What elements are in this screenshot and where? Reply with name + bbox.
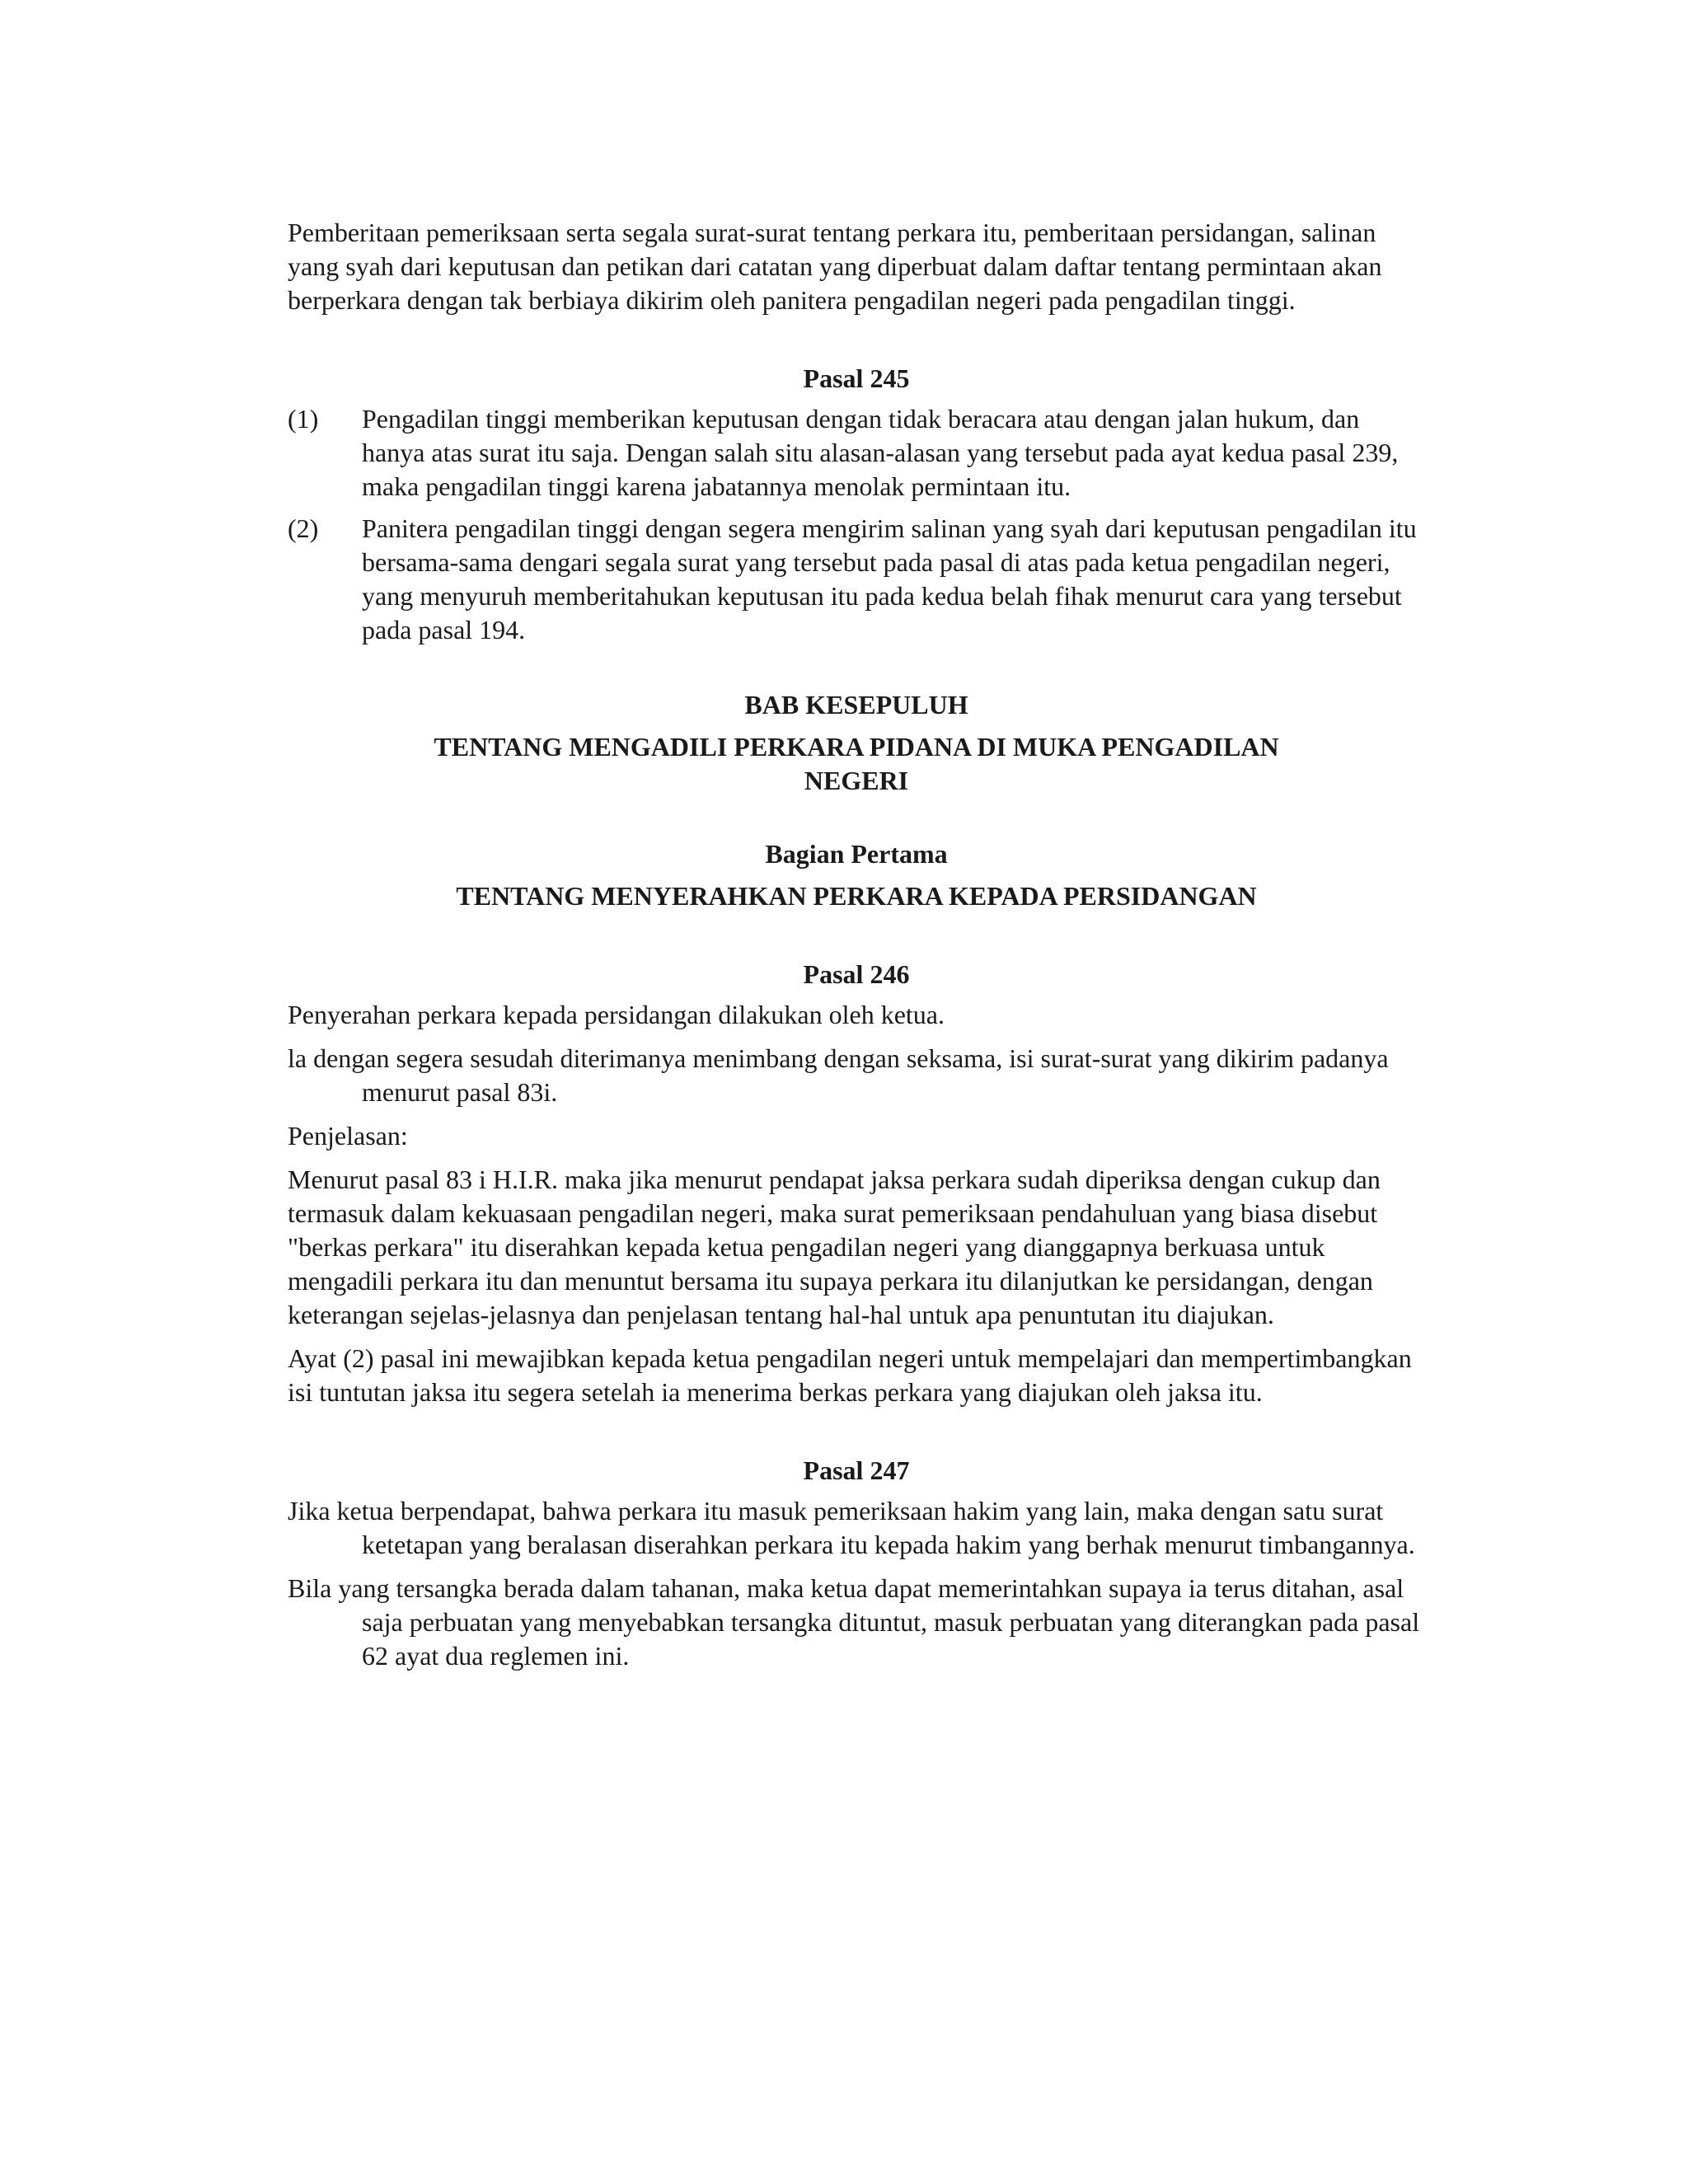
pasal-246-paragraph-1: Penyerahan perkara kepada persidangan dilakukan oleh ketua. [288,1000,945,1029]
chapter-title: BAB KESEPULUH [744,690,968,719]
item-text: Pengadilan tinggi memberikan keputusan dengan tidak beracara atau dengan jalan hukum, dan hanya atas surat itu saja. Dengan salah situ alasan-alasan yang tersebut pada ayat kedua pasal 239, maka pengadilan tinggi karena jabatannya menolak permintaan itu. [362,404,1399,501]
explanation-paragraph-1: Menurut pasal 83 i H.I.R. maka jika menurut pendapat jaksa perkara sudah diperiksa dengan cukup dan termasuk dalam kekuasaan pengadilan negeri, maka surat pemeriksaan pendahuluan yang biasa disebut "berkas perkara" itu diserahkan kepada ketua pengadilan negeri yang dianggapnya berkuasa untuk mengadili perkara itu dan menuntut bersama itu supaya perkara itu dilanjutkan ke persidangan, dengan keterangan sejelas-jelasnya dan penjelasan tentang hal-hal untuk apa penuntutan itu diajukan. [288,1165,1381,1329]
pasal-245-item-2 [288,512,1425,647]
pasal-247-paragraph-1: Jika ketua berpendapat, bahwa perkara itu masuk pemeriksaan hakim yang lain, maka dengan satu surat ketetapan yang beralasan diserahkan perkara itu kepada hakim yang berhak menurut timbangannya. [288,1496,1415,1559]
pasal-245-heading: Pasal 245 [803,363,910,393]
pasal-246-paragraph-2: la dengan segera sesudah diterimanya menimbang dengan seksama, isi surat-surat yang dikirim padanya menurut pasal 83i. [288,1043,1389,1107]
item-number: (1) [288,404,319,434]
chapter-subtitle: TENTANG MENGADILI PERKARA PIDANA DI MUKA PENGADILAN NEGERI [434,732,1279,795]
intro-paragraph: Pemberitaan pemeriksaan serta segala surat-surat tentang perkara itu, pemberitaan persidangan, salinan yang syah dari keputusan dan petikan dari catatan yang diperbuat dalam daftar tentang permintaan akan berperkara dengan tak berbiaya dikirim oleh panitera pengadilan negeri pada pengadilan tinggi. [288,218,1382,315]
pasal-246-heading: Pasal 246 [803,959,910,989]
section-title: Bagian Pertama [765,839,948,869]
pasal-245-item-1 [288,402,1425,504]
pasal-247-paragraph-2: Bila yang tersangka berada dalam tahanan, maka ketua dapat memerintahkan supaya ia terus ditahan, asal saja perbuatan yang menyebabkan tersangka dituntut, masuk perbuatan yang diterangkan pada pasal 62 ayat dua reglemen ini. [288,1573,1420,1671]
document-page [288,216,1425,1683]
section-subtitle: TENTANG MENYERAHKAN PERKARA KEPADA PERSIDANGAN [456,881,1257,911]
item-number: (2) [288,513,319,543]
explanation-label: Penjelasan: [288,1121,408,1151]
pasal-247-heading: Pasal 247 [803,1455,910,1485]
item-text: Panitera pengadilan tinggi dengan segera mengirim salinan yang syah dari keputusan pengadilan itu bersama-sama dengari segala surat yang tersebut pada pasal di atas pada ketua pengadilan negeri, yang menyuruh memberitahukan keputusan itu pada kedua belah fihak menurut cara yang tersebut pada pasal 194. [362,513,1417,644]
explanation-paragraph-2: Ayat (2) pasal ini mewajibkan kepada ketua pengadilan negeri untuk mempelajari dan mempertimbangkan isi tuntutan jaksa itu segera setelah ia menerima berkas perkara yang diajukan oleh jaksa itu. [288,1343,1412,1407]
